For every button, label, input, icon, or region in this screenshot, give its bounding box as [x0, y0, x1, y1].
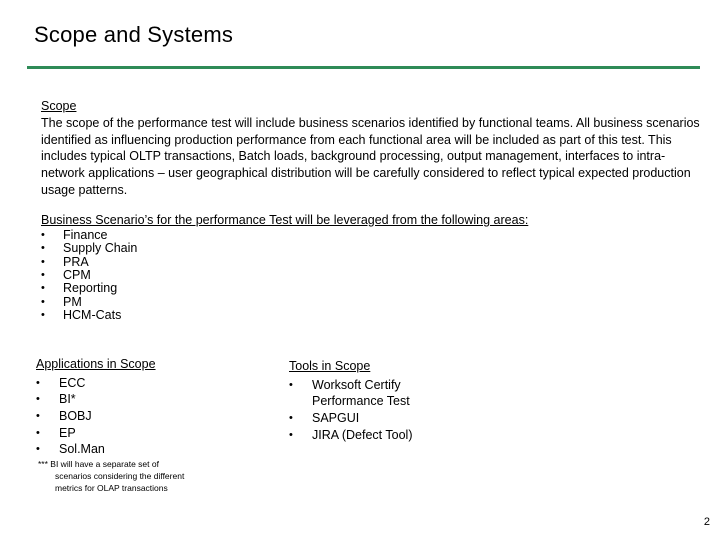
bullet-icon: •: [36, 426, 40, 439]
slide-title: Scope and Systems: [34, 22, 234, 47]
tools-list: [289, 377, 439, 443]
bullet-icon: •: [289, 428, 293, 441]
list-item: • BI*: [36, 392, 76, 407]
title-divider: [27, 66, 700, 69]
list-item: • Reporting: [41, 281, 118, 296]
bullet-icon: •: [41, 282, 45, 295]
page-number: 2: [703, 516, 710, 528]
bullet-icon: •: [36, 376, 40, 389]
list-item: • Supply Chain: [41, 241, 138, 256]
list-item: • Sol.Man: [36, 442, 105, 457]
list-item: • ECC: [36, 375, 86, 390]
bullet-icon: •: [41, 242, 45, 255]
applications-heading: Applications in Scope: [36, 357, 156, 371]
applications-section: [36, 356, 256, 458]
list-item: • CPM: [41, 268, 91, 283]
bullet-icon: •: [36, 393, 40, 406]
tools-heading: Tools in Scope: [289, 359, 371, 373]
applications-footnote: *** BI will have a separate set of scenarios considering the different metrics for OLAP transactions: [38, 459, 185, 493]
list-item: • PRA: [41, 254, 89, 269]
bullet-icon: •: [41, 255, 45, 268]
list-item: • HCM-Cats: [41, 308, 122, 323]
bullet-icon: •: [41, 309, 45, 322]
bullet-icon: •: [41, 269, 45, 282]
scope-section: [41, 98, 701, 199]
business-areas-list: [41, 229, 701, 323]
list-item: • Worksoft Certify Performance Test: [289, 377, 410, 409]
scope-body: The scope of the performance test will include business scenarios identified by functional teams. All business scenarios identified as influencing production performance from each functional area will be included as part of this test. This includes typical OLTP transactions, Batch loads, background processing, output management, interfaces to intra-network applications – user geographical distribution will be carefully considered to reflect typical expected production usage patterns.: [41, 115, 700, 197]
list-item: • BOBJ: [36, 408, 92, 423]
list-item: • PM: [41, 294, 82, 309]
bullet-icon: •: [289, 378, 293, 391]
bullet-icon: •: [36, 443, 40, 456]
bullet-icon: •: [41, 295, 45, 308]
business-areas-heading: Business Scenario’s for the performance Test will be leveraged from the following areas:: [41, 213, 529, 227]
applications-list: [36, 375, 256, 458]
list-item: • JIRA (Defect Tool): [289, 427, 413, 442]
bullet-icon: •: [41, 228, 45, 241]
scope-heading: Scope: [41, 99, 77, 113]
list-item: • EP: [36, 425, 76, 440]
business-areas-section: [41, 212, 701, 323]
list-item: • SAPGUI: [289, 410, 360, 425]
list-item: • Finance: [41, 227, 108, 242]
tools-section: [289, 358, 489, 443]
bullet-icon: •: [289, 411, 293, 424]
bullet-icon: •: [36, 409, 40, 422]
